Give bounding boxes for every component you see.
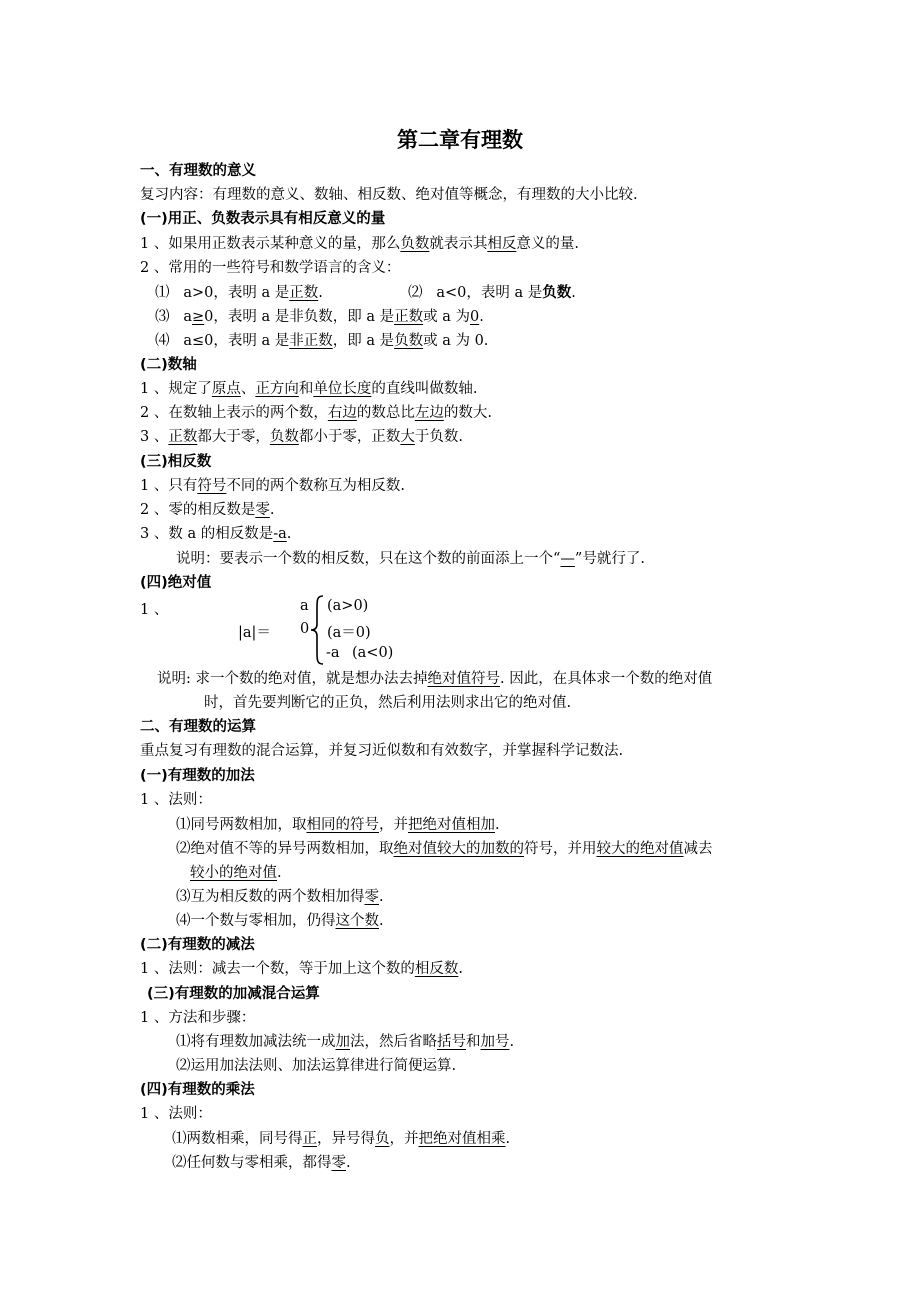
paragraph-line: 1 、规定了原点、正方向和单位长度的直线叫做数轴. <box>140 381 478 397</box>
rule-line: ⑴同号两数相加，取相同的符号，并把绝对值相加. <box>176 817 500 833</box>
paragraph-line: 1 、法则：减去一个数，等于加上这个数的相反数. <box>140 961 463 977</box>
answer-blank: 零 <box>255 502 270 518</box>
answer-blank: 正数 <box>168 429 198 445</box>
symbol-item: ⑵ a<0，表明 a 是负数. <box>408 285 576 301</box>
paragraph-line: 2 、在数轴上表示的两个数，右边的数总比左边的数大. <box>140 405 492 421</box>
answer-blank: -a <box>273 526 287 542</box>
section-heading-meaning: 一、有理数的意义 <box>140 163 256 179</box>
paragraph-line: 重点复习有理数的混合运算，并复习近似数和有效数字，并掌握科学记数法. <box>140 743 624 759</box>
paragraph-line: 2 、零的相反数是零. <box>140 502 275 518</box>
answer-blank: 正 <box>302 1131 317 1147</box>
answer-blank: 右边 <box>327 405 357 421</box>
paragraph-line: 1 、法则： <box>140 1106 212 1122</box>
answer-blank: 把绝对值相乘 <box>418 1131 506 1147</box>
answer-blank: 非正数 <box>289 333 333 349</box>
paragraph-line: 1 、如果用正数表示某种意义的量，那么负数就表示其相反意义的量. <box>140 236 579 252</box>
answer-blank: 0 <box>469 309 480 325</box>
answer-blank: 这个数 <box>335 913 379 929</box>
answer-blank: 负数 <box>394 333 424 349</box>
answer-blank: 加 <box>335 1034 350 1050</box>
piecewise-brace <box>309 594 327 666</box>
paragraph-line: 3 、正数都大于零，负数都小于零，正数大于负数. <box>140 429 463 445</box>
answer-blank: 较小的绝对值 <box>190 865 277 881</box>
answer-blank: 符号 <box>197 478 227 494</box>
answer-blank: 负 <box>375 1131 390 1147</box>
item-number: 1 、 <box>140 602 169 618</box>
symbol-item: ⑶ a≥0，表明 a 是非负数，即 a 是正数或 a 为0. <box>155 309 484 325</box>
subsection-heading-addition: (一)有理数的加法 <box>140 768 255 784</box>
subsection-heading-mixed: (三)有理数的加减混合运算 <box>147 986 320 1002</box>
rule-line: ⑴将有理数加减法统一成加法，然后省略括号和加号. <box>176 1034 515 1050</box>
rule-line: ⑴两数相乘，同号得正，异号得负，并把绝对值相乘. <box>172 1131 511 1147</box>
case-value: -a <box>326 645 340 661</box>
symbol-item: ⑴ a>0，表明 a 是正数. <box>155 285 323 301</box>
rule-line: ⑵任何数与零相乘，都得零. <box>172 1155 351 1171</box>
subsection-heading-opposite-quantities: (一)用正、负数表示具有相反意义的量 <box>140 211 386 227</box>
answer-blank: 绝对值较大的加数的 <box>393 841 524 857</box>
answer-blank: 单位长度 <box>313 381 372 397</box>
subsection-heading-subtraction: (二)有理数的减法 <box>140 937 255 953</box>
answer-blank: 负数 <box>400 236 430 252</box>
answer-blank: 零 <box>331 1155 346 1171</box>
answer-blank: 大 <box>400 429 415 445</box>
case-value: 0 <box>300 621 310 637</box>
paragraph-line: 1 、法则： <box>140 792 212 808</box>
answer-blank: 加号 <box>480 1034 510 1050</box>
paragraph-line: 3 、数 a 的相反数是-a. <box>140 526 292 542</box>
answer-blank: 相反数 <box>414 961 459 977</box>
paragraph-line: 2 、常用的一些符号和数学语言的含义： <box>140 260 401 276</box>
chapter-title: 第二章有理数 <box>397 128 523 152</box>
answer-blank: 负数 <box>542 285 572 301</box>
section-heading-operations: 二、有理数的运算 <box>140 719 256 735</box>
answer-blank: 左边 <box>414 405 444 421</box>
case-condition: (a<0) <box>352 645 394 661</box>
answer-blank: 相反 <box>487 236 517 252</box>
symbol-item: ⑷ a≤0，表明 a 是非正数，即 a 是负数或 a 为 0. <box>155 333 489 349</box>
rule-line: ⑵运用加法法则、加法运算律进行简便运算. <box>176 1058 457 1074</box>
answer-blank: 零 <box>364 889 379 905</box>
paragraph-line: 1 、只有符号不同的两个数称互为相反数. <box>140 478 405 494</box>
rule-line: ⑷一个数与零相加，仍得这个数. <box>176 913 384 929</box>
subsection-heading-opposite-number: (三)相反数 <box>140 454 212 470</box>
answer-blank: 正数 <box>394 309 424 325</box>
absolute-value-lhs: |a|＝ <box>238 625 271 641</box>
rule-line: 较小的绝对值. <box>190 865 282 881</box>
case-condition: (a>0) <box>327 598 369 614</box>
rule-line: ⑶互为相反数的两个数相加得零. <box>176 889 384 905</box>
case-value: a <box>300 598 309 614</box>
review-content: 复习内容：有理数的意义、数轴、相反数、绝对值等概念，有理数的大小比较. <box>140 187 638 203</box>
answer-blank: 括号 <box>437 1034 466 1050</box>
answer-blank: 原点 <box>211 381 241 397</box>
subsection-heading-multiplication: (四)有理数的乘法 <box>140 1082 255 1098</box>
answer-blank: 较大的绝对值 <box>596 841 684 857</box>
note-line: 时，首先要判断它的正负，然后利用法则求出它的绝对值. <box>204 695 572 711</box>
paragraph-line: 1 、方法和步骤： <box>140 1010 256 1026</box>
answer-blank: 正数 <box>289 285 319 301</box>
answer-blank: 正方向 <box>255 381 299 397</box>
answer-blank: 相同的符号 <box>306 817 379 833</box>
note-line: 说明: 求一个数的绝对值，就是想办法去掉绝对值符号. 因此，在具体求一个数的绝对值 <box>157 671 713 687</box>
note-line: 说明：要表示一个数的相反数，只在这个数的前面添上一个“—”号就行了. <box>176 551 645 567</box>
answer-blank: — <box>560 551 575 567</box>
subsection-heading-absolute-value: (四)绝对值 <box>140 575 212 591</box>
subsection-heading-number-line: (二)数轴 <box>140 357 197 373</box>
case-condition: (a＝0) <box>327 625 371 641</box>
rule-line: ⑵绝对值不等的异号两数相加，取绝对值较大的加数的符号，并用较大的绝对值减去 <box>176 841 713 857</box>
answer-blank: 负数 <box>269 429 299 445</box>
answer-blank: 绝对值符号 <box>427 671 500 687</box>
answer-blank: 把绝对值相加 <box>408 817 495 833</box>
